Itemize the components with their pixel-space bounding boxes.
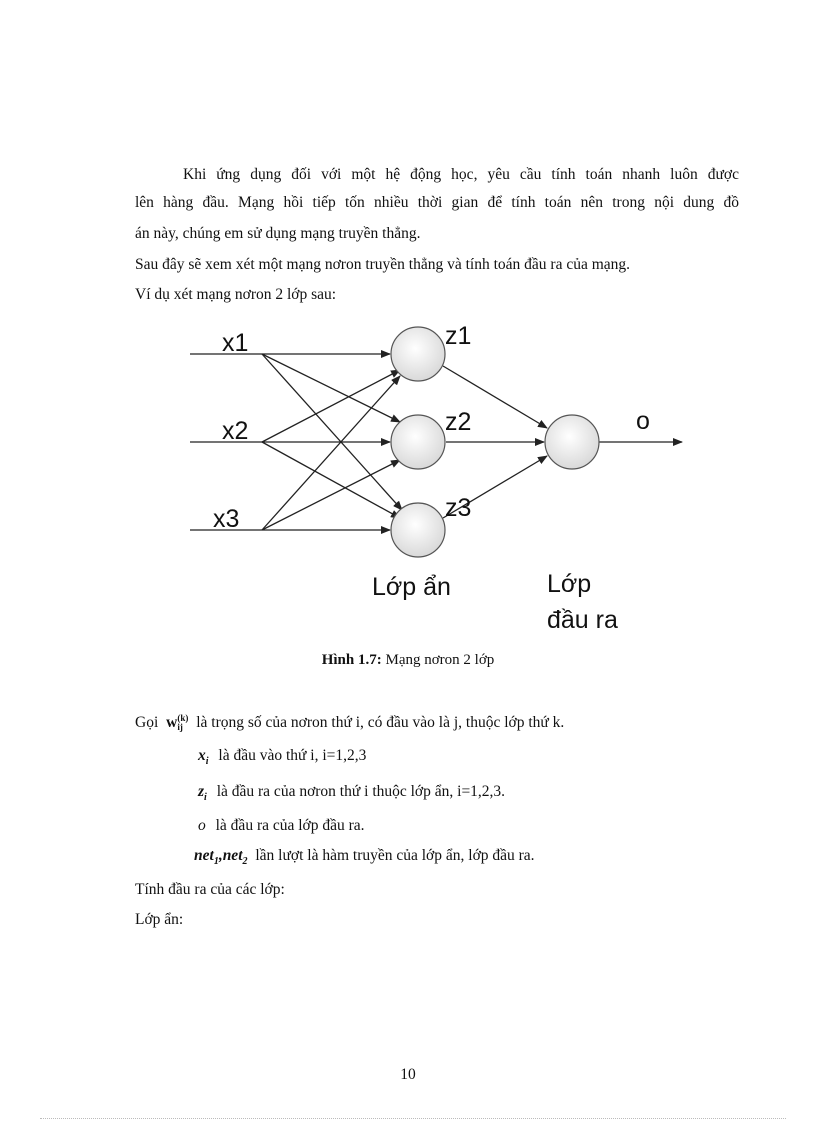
o-description: là đầu ra của lớp đầu ra. xyxy=(215,817,365,834)
page-number: 10 xyxy=(400,1066,416,1083)
definition-net xyxy=(194,846,535,872)
label-x1: x1 xyxy=(222,329,249,357)
neural-network-diagram xyxy=(190,318,690,638)
definition-z xyxy=(198,782,505,808)
label-hidden-layer: Lớp ẩn xyxy=(372,573,451,601)
x-symbol: $x_i$ xyxy=(198,747,209,768)
net-description: lần lượt là hàm truyền của lớp ẩn, lớp đầu ra. xyxy=(255,847,535,864)
label-output-layer-2: đầu ra xyxy=(547,606,618,634)
z-description: là đầu ra của nơron thứ i thuộc lớp ẩn, i=1,2,3. xyxy=(216,783,506,800)
paragraph-1-line-1: Khi ứng dụng đối với một hệ động học, yêu cầu tính toán nhanh luôn được xyxy=(183,166,739,183)
paragraph-2: Sau đây sẽ xem xét một mạng nơron truyền thẳng và tính toán đầu ra của mạng. xyxy=(135,256,631,273)
page-bottom-divider xyxy=(40,1118,786,1119)
figure-caption xyxy=(0,652,816,669)
node-z2 xyxy=(391,415,445,469)
paragraph-1-line-3: án này, chúng em sử dụng mạng truyền thẳng. xyxy=(135,225,421,242)
definition-weight xyxy=(135,713,564,733)
edge-x1-z3 xyxy=(262,354,402,510)
node-o xyxy=(545,415,599,469)
def-prefix: Gọi xyxy=(135,714,159,731)
definition-x xyxy=(198,746,366,772)
closing-line-1: Tính đầu ra của các lớp: xyxy=(135,881,285,898)
z-symbol: $z_i$ xyxy=(198,783,207,804)
label-z2: z2 xyxy=(445,408,472,436)
net-symbols: net$_1$,net$_2$ xyxy=(194,847,248,868)
caption-label: Hình 1.7: xyxy=(321,652,382,668)
node-z1 xyxy=(391,327,445,381)
node-z3 xyxy=(391,503,445,557)
label-z3: z3 xyxy=(445,494,472,522)
label-x3: x3 xyxy=(213,505,240,533)
o-symbol: o xyxy=(198,817,206,834)
label-z1: z1 xyxy=(445,322,472,350)
x-description: là đầu vào thứ i, i=1,2,3 xyxy=(218,747,367,764)
weight-symbol: w (k) ij xyxy=(166,713,189,733)
label-o: o xyxy=(636,407,650,435)
label-output-layer-1: Lớp xyxy=(547,570,592,598)
paragraph-1-line-2: lên hàng đầu. Mạng hồi tiếp tốn nhiều thời gian để tính toán nên trong nội dung đồ xyxy=(135,194,739,211)
weight-description: là trọng số của nơron thứ i, có đầu vào là j, thuộc lớp thứ k. xyxy=(196,714,565,731)
paragraph-3: Ví dụ xét mạng nơron 2 lớp sau: xyxy=(135,286,337,303)
caption-text: Mạng nơron 2 lớp xyxy=(381,652,495,668)
definition-o xyxy=(198,816,365,836)
label-x2: x2 xyxy=(222,417,249,445)
closing-line-2: Lớp ẩn: xyxy=(135,911,184,928)
edge-x3-z2 xyxy=(262,460,400,530)
edge-x1-z2 xyxy=(262,354,400,422)
